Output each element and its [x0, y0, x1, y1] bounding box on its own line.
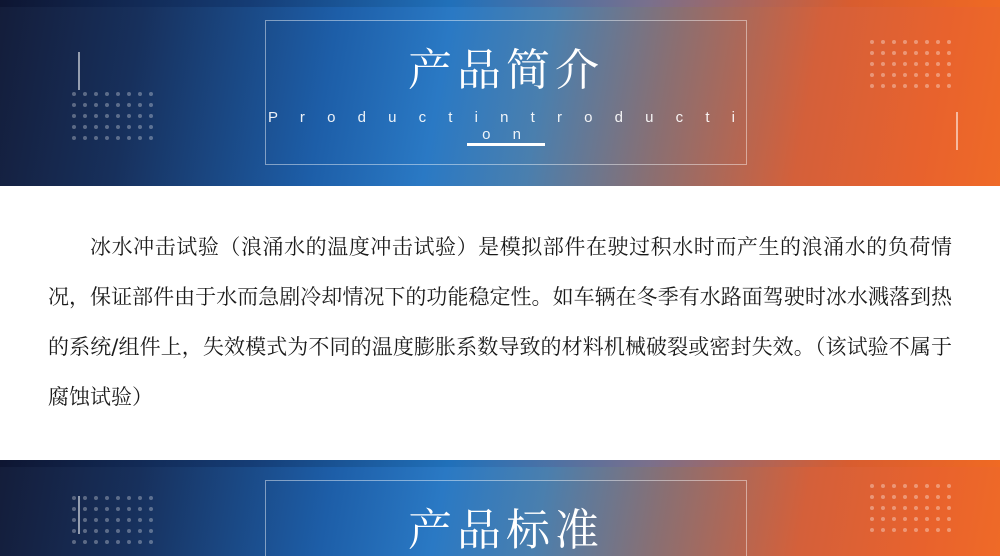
decorative-vertical-bar-right [956, 112, 958, 150]
decorative-dot-grid-right-2 [870, 484, 958, 539]
decorative-vertical-bar-left [78, 52, 80, 90]
decorative-vertical-bar-left-2 [78, 496, 80, 534]
content-area [0, 186, 1000, 460]
banner-title-frame-2 [265, 480, 747, 556]
banner-title-en: P r o d u c t i n t r o d u c t i o n [268, 109, 744, 143]
banner-top-strip [0, 0, 1000, 7]
section-banner-product-introduction [0, 0, 1000, 186]
banner-top-strip-2 [0, 460, 1000, 467]
intro-paragraph: 冰水冲击试验（浪涌水的温度冲击试验）是模拟部件在驶过积水时而产生的浪涌水的负荷情况，保证部件由于水而急剧冷却情况下的功能稳定性。如车辆在冬季有水路面驾驶时冰水溅落到热的系统/组件上，失效模式为不同的温度膨胀系数导致的材料机械破裂或密封失效。（该试验不属于腐蚀试验） [48, 235, 952, 409]
decorative-dot-grid-right [870, 40, 958, 95]
decorative-dot-grid-left-2 [72, 496, 160, 551]
banner-title-frame [265, 20, 747, 165]
banner-title-cn: 产品简介 [408, 46, 604, 95]
banner-title-cn-2: 产品标准 [408, 506, 604, 555]
section-banner-product-standard [0, 460, 1000, 556]
decorative-dot-grid-left [72, 92, 160, 147]
banner-title-underline [467, 143, 545, 146]
